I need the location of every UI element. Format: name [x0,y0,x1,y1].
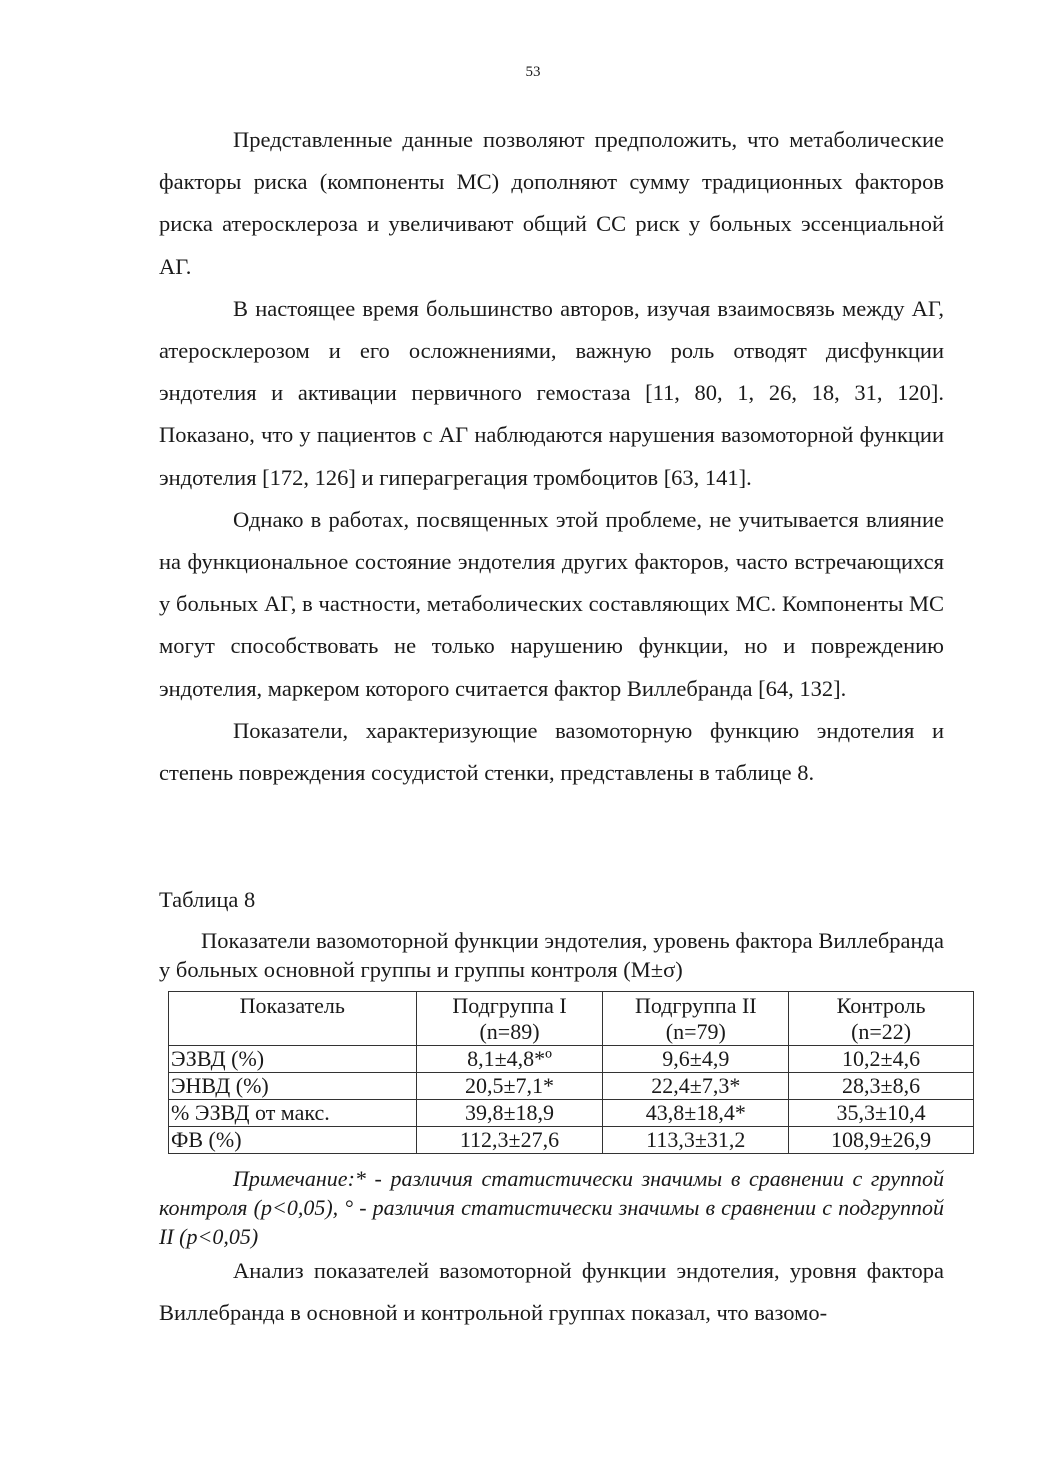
table-cell: 39,8±18,9 [416,1100,603,1127]
table-cell: ЭНВД (%) [169,1073,417,1100]
table-note: Примечание:* - различия статистически значимы в сравнении с группой контроля (p<0,05), ° - различия статистически значимы в сравнении с подгруппой II (p<0,05) [159,1166,944,1249]
table-cell: 8,1±4,8*º [416,1046,603,1073]
column-header [169,992,417,1046]
column-header-line: Подгруппа I [452,993,567,1018]
column-header [416,992,603,1046]
table-cell: 20,5±7,1* [416,1073,603,1100]
paragraph: В настоящее время большинство авторов, изучая взаимосвязь между АГ, атеросклерозом и его осложнениями, важную роль отводят дисфункции эндотелия и активации первичного гемостаза [11, 80, 1, 26, 18, 31, 120]. Показано, что у пациентов с АГ наблюдаются нарушения вазомоторной функции эндотелия [172, 126] и гиперагрегация тромбоцитов [63, 141]. [159,295,944,490]
table-caption: Показатели вазомоторной функции эндотелия, уровень фактора Виллебранда у больных основной группы и группы контроля (M±σ) [159,928,944,982]
table-cell: 10,2±4,6 [789,1046,974,1073]
table-header-row [169,992,974,1046]
table-row [169,1127,974,1154]
table-cell: 9,6±4,9 [603,1046,789,1073]
column-header-line [173,1019,412,1045]
column-header-line: Показатель [239,993,345,1018]
table-row [169,1046,974,1073]
table-cell: % ЭЗВД от макс. [169,1100,417,1127]
column-header-line: (n=89) [479,1019,540,1044]
column-header-line: Контроль [836,993,926,1018]
table-cell: ЭЗВД (%) [169,1046,417,1073]
table-row [169,1100,974,1127]
table-row [169,1073,974,1100]
paragraph: Анализ показателей вазомоторной функции эндотелия, уровня фактора Виллебранда в основной и контрольной группах показал, что вазомо- [159,1258,944,1326]
table-cell: ФВ (%) [169,1127,417,1154]
table-cell: 108,9±26,9 [789,1127,974,1154]
table-cell: 43,8±18,4* [603,1100,789,1127]
table-label: Таблица 8 [159,887,256,912]
column-header-line: (n=79) [665,1019,726,1044]
table-cell: 35,3±10,4 [789,1100,974,1127]
column-header-line: Подгруппа II [634,993,757,1018]
paragraph: Представленные данные позволяют предположить, что метаболические факторы риска (компоненты МС) дополняют сумму традиционных факторов риска атеросклероза и увеличивают общий СС риск у больных эссенциальной АГ. [159,127,944,279]
column-header [789,992,974,1046]
table-cell: 28,3±8,6 [789,1073,974,1100]
body-text [159,119,944,794]
data-table [168,991,974,1154]
paragraph: Показатели, характеризующие вазомоторную функцию эндотелия и степень повреждения сосудистой стенки, представлены в таблице 8. [159,717,944,786]
table-cell: 113,3±31,2 [603,1127,789,1154]
column-header-line: (n=22) [851,1019,912,1044]
closing-text [159,1250,944,1334]
paragraph: Однако в работах, посвященных этой проблеме, не учитывается влияние на функциональное состояние эндотелия других факторов, часто встречающихся у больных АГ, в частности, метаболических составляющих МС. Компоненты МС могут способствовать не только нарушению функции, но и повреждению эндотелия, маркером которого считается фактор Виллебранда [64, 132]. [159,506,944,701]
column-header [603,992,789,1046]
table-cell: 22,4±7,3* [603,1073,789,1100]
page-number: 53 [525,64,541,80]
table-cell: 112,3±27,6 [416,1127,603,1154]
